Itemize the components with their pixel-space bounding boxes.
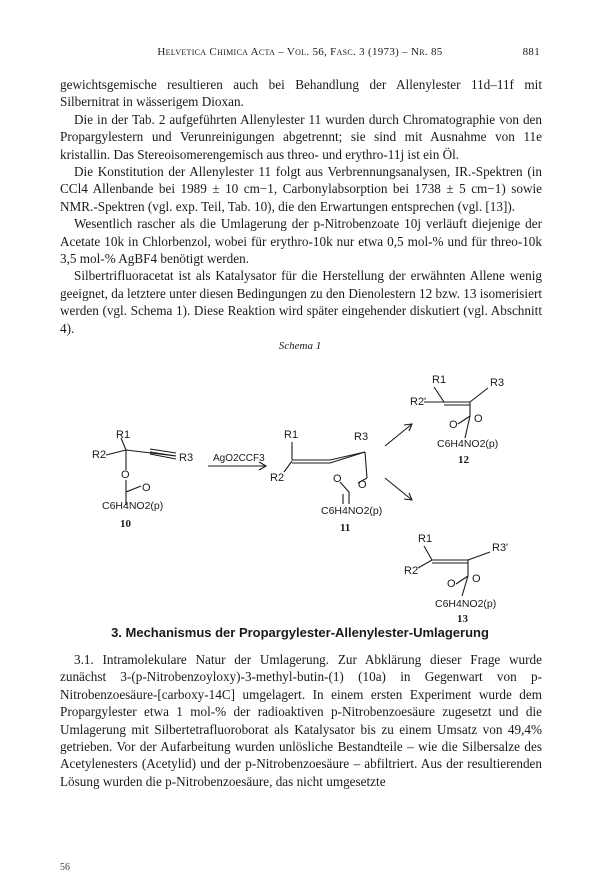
scheme-title: Schema 1	[278, 340, 322, 352]
label-aryl: C6H4NO2(p)	[321, 505, 383, 517]
paragraph: 3.1. Intramolekulare Natur der Umlagerung. Zur Abklärung dieser Frage wurde zunächst 3-(p-Nitrobenzoyloxy)-3-methyl-butin-(1) (10a) in Gegenwart von p-Nitrobenzoesäure-[carboxy-14C] umgelagert. In einem ersten Experiment wurde dem Propargylester etwa 1 mol-% der radioaktiven p-Nitrobenzoesäure zugesetzt und die Umlagerung mit Silbertetrafluoroborat als Katalysator bis zu einem Umsatz von 49,4% getrieben. Vor der Aufarbeitung wurden unlösliche Bestandteile – wie die Silbersalze des Acetylenesters (Acetylid) und der p-Nitrobenzoesäure – abfiltriert. Aus der resultierenden Lösung wurden die p-Nitrobenzoesäure, das nicht umgesetzte	[60, 652, 542, 789]
label-r3: R3	[179, 452, 194, 464]
label-o: O	[447, 578, 456, 590]
paragraph: gewichtsgemische resultieren auch bei Behandlung der Allenylester 11d–11f mit Silbernitrat in wässerigem Dioxan.	[60, 77, 542, 110]
label-r3: R3	[490, 377, 505, 389]
section-heading: 3. Mechanismus der Propargylester-Allenylester-Umlagerung	[111, 625, 489, 640]
label-r2: R2	[92, 449, 107, 461]
label-r2: R2	[404, 565, 419, 577]
body-text-top	[60, 76, 542, 337]
label-o: O	[474, 413, 483, 425]
label-aryl: C6H4NO2(p)	[102, 500, 164, 512]
label-r3p: R3'	[492, 542, 509, 554]
label-o: O	[358, 479, 367, 491]
label-r1: R1	[116, 429, 131, 441]
compound-number: 11	[340, 522, 351, 534]
label-o: O	[142, 482, 151, 494]
compound-number: 12	[458, 454, 469, 466]
label-reagent: AgO2CCF3	[213, 453, 265, 464]
label-aryl: C6H4NO2(p)	[435, 598, 497, 610]
label-r1: R1	[432, 374, 447, 386]
compound-number: 10	[120, 518, 131, 530]
page-number: 881	[522, 46, 540, 58]
paragraph: Die in der Tab. 2 aufgeführten Allenylester 11 wurden durch Chromatographie von den Propargylestern und Verunreinigungen abgetrennt; sie sind mit Ausnahme von 11e kristallin. Das Stereoisomerengemisch aus threo- und erythro-11j ist ein Öl.	[60, 111, 542, 162]
signature-mark: 56	[60, 862, 70, 873]
label-o: O	[449, 419, 458, 431]
label-r3: R3	[354, 431, 369, 443]
running-header	[60, 46, 540, 58]
label-r1: R1	[284, 429, 299, 441]
label-aryl: C6H4NO2(p)	[437, 438, 499, 450]
label-r1: R1	[418, 533, 433, 545]
paragraph: Wesentlich rascher als die Umlagerung der p-Nitrobenzoate 10j verläuft diejenige der Acetate 10k in Chlorbenzol, wobei für erythro-10k nur etwa 0,5 mol-% und für threo-10k 3,5 mol-% AgBF4 benötigt werden.	[60, 216, 542, 267]
running-title: Helvetica Chimica Acta – Vol. 56, Fasc. 3 (1973) – Nr. 85	[157, 46, 443, 58]
paragraph: Die Konstitution der Allenylester 11 folgt aus Verbrennungsanalysen, IR.-Spektren (in CCl4 Allenbande bei 1989 ± 10 cm−1, Carbonylabsorption bei 1738 ± 5 cm−1) sowie NMR.-Spektren (vgl. exp. Teil, Tab. 10), die den Erwartungen entsprechen (vgl. [13]).	[60, 164, 542, 214]
reaction-scheme	[0, 350, 600, 622]
label-r2: R2	[270, 472, 285, 484]
paragraph: Silbertrifluoracetat ist als Katalysator für die Herstellung der erwähnten Allene wenig geeignet, da letztere unter diesen Bedingungen zu den Dienolestern 12 bzw. 13 isomerisiert werden (vgl. Schema 1). Diese Reaktion wird später eingehender diskutiert (vgl. Abschnitt 4).	[60, 268, 542, 336]
label-o: O	[121, 469, 130, 481]
compound-number: 13	[457, 613, 468, 622]
label-o: O	[333, 473, 342, 485]
label-o: O	[472, 573, 481, 585]
body-text-bottom	[60, 651, 542, 790]
label-r2p: R2'	[410, 396, 427, 408]
